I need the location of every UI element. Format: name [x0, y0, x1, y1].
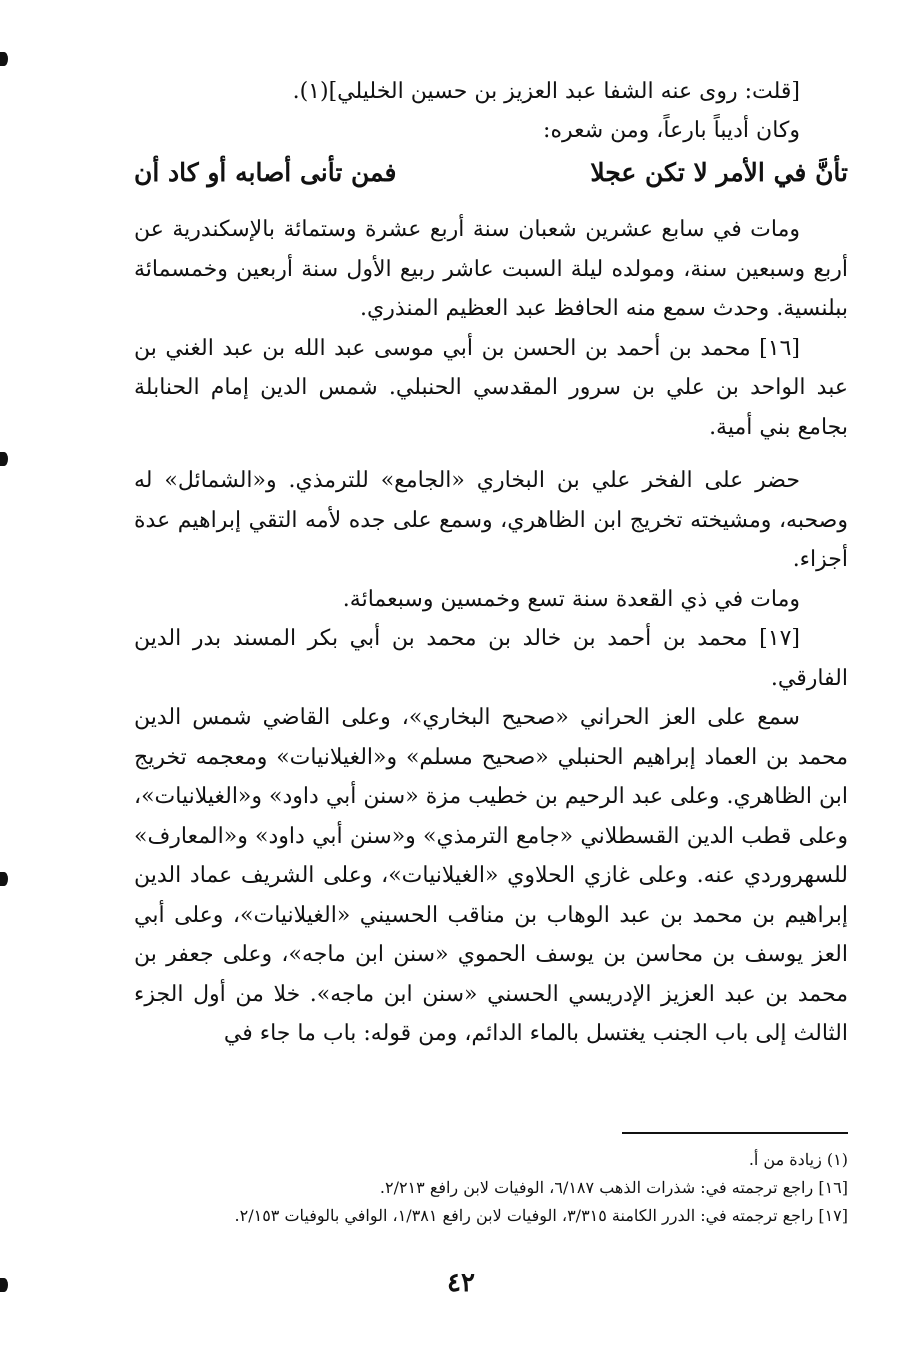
poetry-intro: وكان أديباً بارعاً، ومن شعره:: [543, 118, 800, 143]
poem-verse: [134, 152, 848, 194]
entry-16-heading: [134, 329, 848, 448]
scan-edge-mark: [0, 52, 8, 66]
footnotes: [134, 1146, 848, 1230]
entry-17-heading: [134, 619, 848, 698]
scan-edge-mark: [0, 452, 8, 466]
page-number: ٤٢: [447, 1268, 475, 1298]
footnote-divider: [622, 1132, 848, 1134]
footnote-entry-17: [١٧] راجع ترجمته في: الدرر الكامنة ٣/٣١٥، الوفيات لابن رافع ١/٣٨١، الوافي بالوفيات ٢/١٥٣.: [234, 1206, 848, 1225]
entry-17-name: محمد بن أحمد بن خالد بن محمد بن أبي بكر المسند بدر الدين الفارقي.: [134, 626, 848, 691]
scan-edge-mark: [0, 1278, 8, 1292]
scan-edge-mark: [0, 872, 8, 886]
verse-hemistich-1: تأنَّ في الأمر لا تكن عجلا: [590, 158, 848, 187]
footnote-1: (١) زيادة من أ.: [748, 1150, 848, 1169]
footnote-entry-16: [١٦] راجع ترجمته في: شذرات الذهب ٦/١٨٧، الوفيات لابن رافع ٢/٢١٣.: [379, 1178, 848, 1197]
entry-16-name: محمد بن أحمد بن الحسن بن أبي موسى عبد الله بن عبد الغني بن عبد الواحد بن علي بن سرور المقدسي الحنبلي. شمس الدين إمام الحنابلة بجامع بني أمية.: [134, 335, 848, 440]
entry-16-death: ومات في ذي القعدة سنة تسع وخمسين وسبعمائة.: [342, 586, 800, 612]
page-body: [134, 72, 848, 1054]
entry-16-number: [١٦]: [759, 335, 800, 361]
verse-hemistich-2: فمن تأنى أصابه أو كاد أن: [134, 158, 397, 187]
entry-17-paragraph: سمع على العز الحراني «صحيح البخاري»، وعلى القاضي شمس الدين محمد بن العماد إبراهيم الحنبلي «صحيح مسلم» و«الغيلانيات» ومعجمه تخريج ابن الظاهري. وعلى عبد الرحيم بن خطيب مزة «سنن أبي داود» و«الغيلانيات»، وعلى قطب الدين القسطلاني «جامع الترمذي» و«سنن أبي داود» و«المعارف» للسهروردي عنه. وعلى غازي الحلاوي «الغيلانيات»، وعلى الشريف عماد الدين إبراهيم بن محمد بن عبد الوهاب بن مناقب الحسيني «الغيلانيات»، وعلى أبي العز يوسف بن محاسن بن يوسف الحموي «سنن ابن ماجه»، وعلى جعفر بن محمد بن عبد العزيز الإدريسي الحسني «سنن ابن ماجه». خلا من أول الجزء الثالث إلى باب الجنب يغتسل بالماء الدائم، ومن قوله: باب ما جاء في: [134, 705, 848, 1046]
intro-line: [قلت: روى عنه الشفا عبد العزيز بن حسين الخليلي](١).: [292, 79, 800, 104]
entry-17-number: [١٧]: [759, 626, 800, 651]
entry-16-paragraph: حضر على الفخر علي بن البخاري «الجامع» للترمذي. و«الشمائل» له وصحبه، ومشيخته تخريج ابن الظاهري، وسمع على جده لأمه التقي إبراهيم عدة أجزاء.: [134, 468, 848, 572]
death-paragraph: ومات في سابع عشرين شعبان سنة أربع عشرة وستمائة بالإسكندرية عن أربع وسبعين سنة، ومولده ليلة السبت عاشر ربيع الأول سنة أربعين وخمسمائة ببلنسية. وحدث سمع منه الحافظ عبد العظيم المنذري.: [134, 217, 848, 321]
